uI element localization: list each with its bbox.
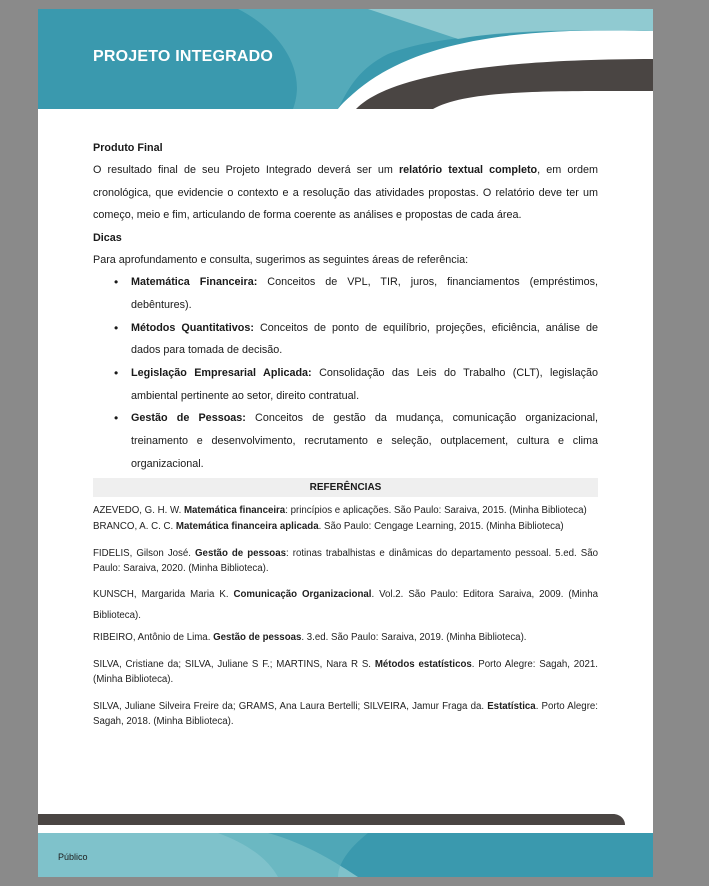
reference-details: . Porto Alegre: Sagah, 2021. (Minha Biblioteca).: [93, 659, 599, 686]
list-item-text: Conceitos de gestão da mudança, comunicação organizacional, treinamento e desenvolvimento, recrutamento e seleção, outplacement, cultura e clima organizacional.: [131, 412, 598, 470]
reference-details: . São Paulo: Cengage Learning, 2015. (Minha Biblioteca): [318, 521, 564, 533]
reference-authors: FIDELIS, Gilson José.: [93, 548, 196, 560]
list-item: [114, 317, 598, 362]
bullet-icon: •: [114, 275, 119, 290]
footer-label: Público: [58, 852, 88, 862]
reference-title: Métodos estatísticos: [374, 659, 472, 671]
reference-title: Matemática financeira aplicada: [175, 521, 319, 533]
document-page: [38, 9, 653, 877]
reference-title: Comunicação Organizacional: [233, 589, 372, 601]
reference-details: : rotinas trabalhistas e dinâmicas do departamento pessoal. 5.ed. São Paulo: Saraiva, 2020. (Minha Biblioteca).: [93, 548, 598, 575]
reference-item: [93, 699, 598, 729]
produto-final-paragraph: [93, 159, 598, 227]
list-item-text: Conceitos de VPL, TIR, juros, financiamentos (empréstimos, debêntures).: [131, 276, 598, 311]
bullet-icon: •: [114, 365, 119, 380]
topics-list: [93, 271, 598, 475]
reference-item: [93, 657, 598, 687]
reference-details: : princípios e aplicações. São Paulo: Saraiva, 2015. (Minha Biblioteca): [285, 505, 587, 517]
list-item: [114, 407, 598, 475]
reference-title: Matemática financeira: [183, 505, 286, 517]
list-item-label: Legislação Empresarial Aplicada:: [131, 366, 312, 379]
reference-title: Gestão de pessoas: [213, 632, 302, 644]
reference-details: . 3.ed. São Paulo: Saraiva, 2019. (Minha Biblioteca).: [301, 632, 527, 644]
list-item: [114, 271, 598, 316]
list-item-label: Matemática Financeira:: [131, 276, 258, 289]
paragraph-bold-text: relatório textual completo: [398, 164, 538, 176]
reference-authors: AZEVEDO, G. H. W.: [93, 505, 184, 517]
main-content: [93, 137, 598, 729]
reference-title: Estatística: [487, 701, 536, 713]
reference-details: . Porto Alegre: Sagah, 2018. (Minha Biblioteca).: [93, 701, 599, 728]
paragraph-text: O resultado final de seu Projeto Integrado deverá ser um: [93, 164, 399, 176]
references-list: [93, 503, 598, 729]
list-item-text: Consolidação das Leis do Trabalho (CLT), legislação ambiental pertinente ao setor, direito contratual.: [131, 366, 599, 402]
list-item-text: Conceitos de ponto de equilíbrio, projeções, eficiência, análise de dados para tomada de decisão.: [131, 321, 598, 357]
reference-authors: BRANCO, A. C. C.: [93, 521, 176, 533]
paragraph-text: , em ordem cronológica, que evidencie o contexto e a resolução das atividades propostas. O relatório deve ter um começo, meio e fim, articulando de forma coerente as análises e propostas de cada área.: [93, 164, 598, 222]
reference-item: [93, 584, 598, 626]
page-title: PROJETO INTEGRADO: [93, 48, 274, 65]
list-item-label: Métodos Quantitativos:: [131, 321, 254, 334]
footer-banner: [38, 809, 653, 877]
reference-authors: SILVA, Juliane Silveira Freire da; GRAMS, Ana Laura Bertelli; SILVEIRA, Jamur Fraga da.: [93, 701, 488, 713]
reference-authors: KUNSCH, Margarida Maria K.: [93, 589, 234, 601]
reference-item: [93, 546, 598, 576]
reference-authors: RIBEIRO, Antônio de Lima.: [93, 632, 214, 644]
section-heading-dicas: Dicas: [93, 232, 122, 245]
dicas-intro: Para aprofundamento e consulta, sugerimos as seguintes áreas de referência:: [93, 254, 469, 267]
section-heading-produto-final: Produto Final: [93, 142, 163, 154]
reference-details: . Vol.2. São Paulo: Editora Saraiva, 2009. (Minha Biblioteca).: [93, 589, 599, 622]
reference-title: Gestão de pessoas: [195, 548, 286, 560]
list-item-label: Gestão de Pessoas:: [131, 412, 246, 425]
list-item: [114, 362, 599, 407]
bullet-icon: •: [114, 411, 119, 426]
bullet-icon: •: [114, 320, 119, 335]
references-heading: REFERÊNCIAS: [93, 478, 598, 497]
reference-authors: SILVA, Cristiane da; SILVA, Juliane S F.; MARTINS, Nara R S.: [93, 659, 375, 671]
reference-item: [93, 630, 598, 645]
reference-item: [93, 503, 598, 518]
reference-item: [93, 519, 598, 534]
